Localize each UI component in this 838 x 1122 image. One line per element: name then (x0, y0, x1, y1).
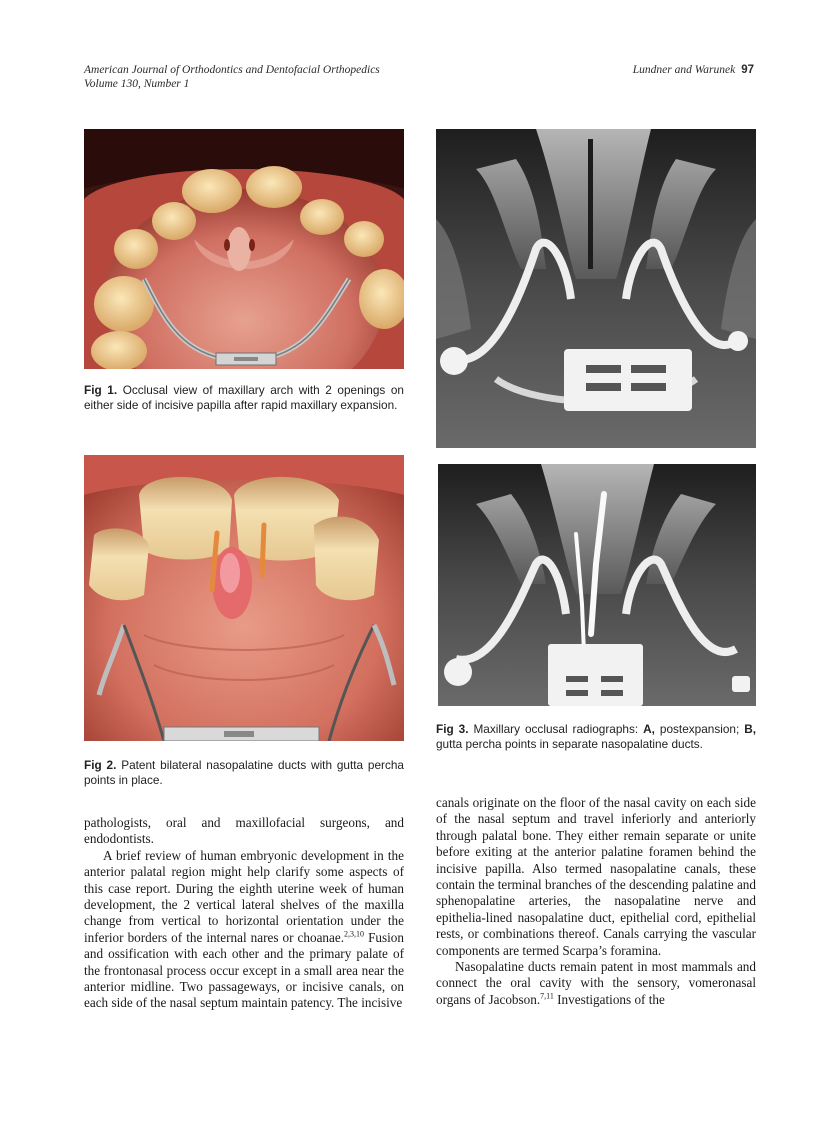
running-header-right (633, 63, 754, 77)
figure-1-text: Occlusal view of maxillary arch with 2 openings on either side of incisive papilla after rapid maxillary expansion. (84, 383, 404, 412)
body-column-left (84, 815, 404, 1012)
figure-3-a-text: postexpansion; (659, 722, 740, 736)
running-header-left (84, 63, 380, 91)
figure-2-caption (84, 758, 404, 788)
body-column-right (436, 795, 756, 1008)
figure-1-photo (84, 129, 404, 369)
journal-title: American Journal of Orthodontics and Dentofacial Orthopedics (84, 64, 380, 76)
page-number: 97 (741, 64, 754, 76)
citation-ref: 7,11 (540, 991, 554, 1001)
paragraph-left-2 (84, 848, 404, 1012)
figure-3-caption (436, 722, 756, 752)
paragraph-right-2 (436, 959, 756, 1008)
figure-2-label: Fig 2. (84, 758, 117, 772)
figure-3-text-pre: Maxillary occlusal radiographs: (473, 722, 639, 736)
paragraph-right-2-a: Nasopalatine ducts remain patent in most mammals and connect the oral cavity with the sensory, vomeronasal organs of Jacobson. (436, 959, 756, 1007)
figure-3a-radiograph (436, 129, 756, 448)
figure-3-label: Fig 3. (436, 722, 469, 736)
paragraph-left-2-b: Fusion and ossification with each other and the primary palate of the frontonasal process occur except in a small area near the anterior midline. Two passageways, or incisive canals, on each side of the nasal septum maintain patency. The incisive (84, 929, 404, 1011)
figure-3-b-label: B, (744, 722, 757, 736)
figure-1-label: Fig 1. (84, 383, 118, 397)
figure-2-text: Patent bilateral nasopalatine ducts with gutta percha points in place. (84, 758, 404, 787)
paragraph-left-1: pathologists, oral and maxillofacial surgeons, and endodontists. (84, 815, 404, 847)
paragraph-left-2-a: A brief review of human embryonic development in the anterior palatal region might help clarify some aspects of this case report. During the eighth uterine week of human development, the 2 vertical lateral shelves of the maxilla change from vertical to horizontal orientation under the inferior borders of the internal nares or choanae. (84, 847, 404, 945)
authors: Lundner and Warunek (632, 64, 736, 76)
figure-1-caption (84, 383, 404, 413)
figure-3-a-label: A, (643, 722, 655, 736)
citation-ref: 2,3,10 (344, 929, 365, 939)
figure-3-b-text: gutta percha points in separate nasopalatine ducts. (436, 737, 703, 751)
paragraph-right-2-b: Investigations of the (553, 991, 665, 1007)
figure-3b-radiograph (436, 464, 756, 706)
journal-volume: Volume 130, Number 1 (84, 78, 190, 90)
figure-2-photo (84, 455, 404, 741)
paragraph-right-1: canals originate on the floor of the nasal cavity on each side of the nasal septum and travel inferiorly and anteriorly through palatal bone. They either remain separate or unite before exiting at the anterior palatine foramen behind the incisive papilla. Also termed nasopalatine canals, these contain the terminal branches of the descending palatine and sphenopalatine arteries, the nasopalatine nerve and epithelia-lined nasopalatine duct, epithelial cord, epithelial rests, or combinations thereof. Canals carrying the vascular components are termed Scarpa’s foramina. (436, 795, 756, 958)
